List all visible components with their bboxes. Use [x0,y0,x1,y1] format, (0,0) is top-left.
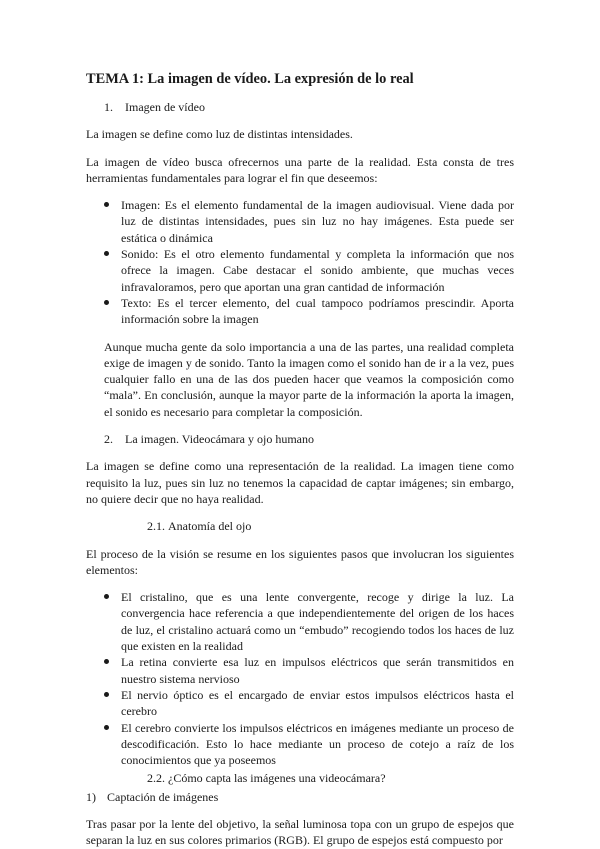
bullet-icon [104,594,109,599]
paragraph: Tras pasar por la lente del objetivo, la señal luminosa topa con un grupo de espejos que separan la luz en sus colores primarios (RGB). El grupo de espejos está compuesto por [86,816,514,848]
list-item-text: El cristalino, que es una lente convergente, recoge y dirige la luz. La convergencia hace referencia a que independientemente del origen de los haces de luz, el cristalino actuará como un “embudo” recogiendo todos los haces de luz que existen en la realidad [121,590,514,654]
subsection-2-1-title: Anatomía del ojo [168,519,252,534]
bullet-icon [104,202,109,207]
bullet-list [86,197,514,327]
item-1-title: Captación de imágenes [107,789,219,804]
list-item [104,687,514,720]
bullet-list [86,589,514,768]
bullet-icon [104,251,109,256]
bullet-icon [104,300,109,305]
list-item [104,246,514,295]
paragraph: Aunque mucha gente da solo importancia a una de las partes, una realidad completa exige de imagen y de sonido. Tanto la imagen como el sonido han de ir a la vez, pues cualquier fallo en una de las dos pueden hacer que veamos la composición como “mala”. En conclusión, aunque la mayor parte de la información la aporta la imagen, el sonido es necesario para completar la composición. [104,339,514,419]
list-item [104,589,514,654]
list-item-text: La retina convierte esa luz en impulsos eléctricos que serán transmitidos en nuestro sistema nervioso [121,655,514,686]
bullet-icon [104,692,109,697]
bullet-icon [104,725,109,730]
item-1-heading [86,789,514,805]
subsection-2-1-heading [86,518,514,534]
section-2-number: 2. [104,432,113,447]
list-item [104,197,514,246]
section-2-title: La imagen. Videocámara y ojo humano [125,432,314,447]
list-item [104,295,514,328]
list-item-text: Sonido: Es el otro elemento fundamental y completa la información que nos ofrece la imagen. Cabe destacar el sonido ambiente, que muchas veces infravaloramos, pero que aportan una gran cantidad de información [121,247,514,294]
section-1-number: 1. [104,100,113,114]
section-2-heading [86,431,514,447]
list-item [104,654,514,687]
subsection-2-2-title: ¿Cómo capta las imágenes una videocámara? [168,771,386,786]
subsection-2-1-number: 2.1. [147,519,165,534]
list-item-text: Texto: Es el tercer elemento, del cual tampoco podríamos prescindir. Aporta información sobre la imagen [121,295,514,327]
bullet-icon [104,659,109,664]
subsection-2-2-heading [86,770,514,786]
paragraph: La imagen se define como luz de distintas intensidades. [86,127,353,142]
item-1-number: 1) [86,789,96,804]
paragraph: La imagen se define como una representación de la realidad. La imagen tiene como requisito la luz, pues sin luz no tenemos la capacidad de captar imágenes; sin embargo, no quiere decir que no haya realidad. [86,459,514,506]
list-item-text: Imagen: Es el elemento fundamental de la imagen audiovisual. Viene dada por luz de distintas intensidades, pues sin luz no hay imágenes. Esta puede ser estática o dinámica [121,198,514,245]
list-item-text: El cerebro convierte los impulsos eléctricos en imágenes mediante un proceso de descodificación. Esto lo hace mediante un proceso de cotejo a raíz de los conocimientos que ya poseemos [121,720,514,768]
paragraph: La imagen de vídeo busca ofrecernos una parte de la realidad. Esta consta de tres herramientas fundamentales para lograr el fin que deseemos: [86,154,514,185]
list-item-text: El nervio óptico es el encargado de enviar estos impulsos eléctricos hasta el cerebro [121,687,514,719]
list-item [104,720,514,769]
subsection-2-2-number: 2.2. [147,771,165,786]
document-title: TEMA 1: La imagen de vídeo. La expresión de lo real [86,71,414,87]
section-1-heading [86,99,514,115]
section-1-title: Imagen de vídeo [125,100,205,114]
paragraph: El proceso de la visión se resume en los siguientes pasos que involucran los siguientes elementos: [86,546,514,577]
